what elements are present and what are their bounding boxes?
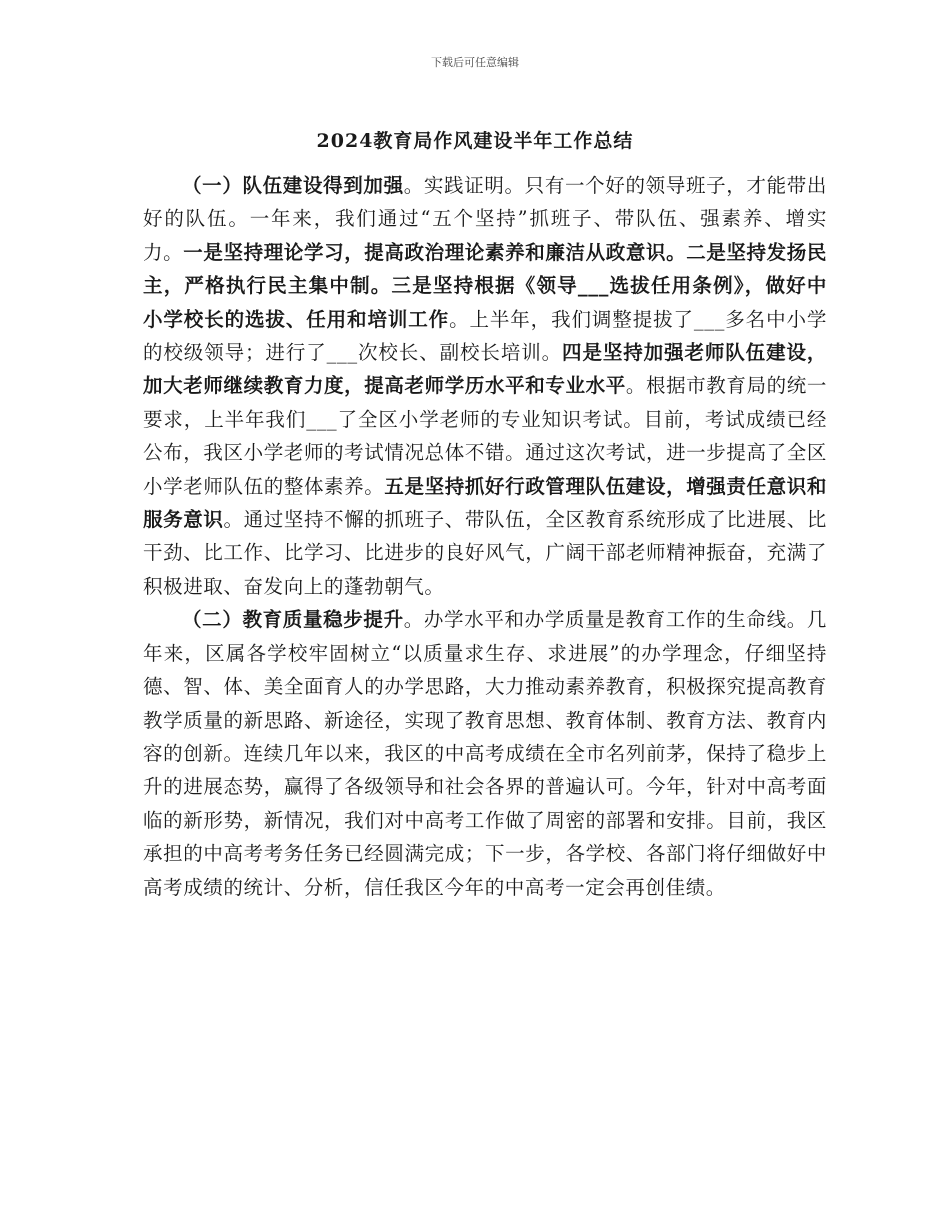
bold-point: 五是坚持抓好行政管理队伍建设，增强责任意识和服务意识: [143, 474, 827, 532]
paragraph-text: 。通过坚持不懈的抓班子、带队伍，全区教育系统形成了比进展、比干劲、比工作、比学习、比进步的良好风气，广阔干部老师精神振奋，充满了积极进取、奋发向上的蓬勃朝气。: [143, 508, 827, 598]
document-title: 2024教育局作风建设半年工作总结: [316, 130, 634, 152]
paragraph-text: 。实践证明。只有一个好的领导班子，才能带出好的队伍。一年来，我们通过“五个坚持”抓班子、带队伍、强素养、增实力。: [143, 174, 827, 264]
bold-point: 一是坚持理论学习，提高政治理论素养和廉洁从政意识。二是坚持发扬民主，严格执行民主集中制。三是坚持根据《领导___选拔任用条例》，做好中小学校长的选拔、任用和培训工作: [143, 240, 828, 331]
bold-point: 四是坚持加强老师队伍建设，加大老师继续教育力度，提高老师学历水平和专业水平: [143, 341, 827, 398]
section-heading-2: （二）教育质量稳步提升: [182, 608, 404, 632]
paragraph-text: 。上半年，我们调整提拔了___多名中小学的校级领导；进行了___次校长、副校长培训。: [143, 307, 827, 365]
section-heading-1: （一）队伍建设得到加强: [182, 174, 404, 197]
paragraph-team-building: [143, 169, 827, 603]
document-body: [143, 169, 827, 904]
header-note: 下载后可任意编辑: [431, 56, 519, 69]
paragraph-education-quality: [143, 603, 827, 904]
paragraph-text: 。根据市教育局的统一要求，上半年我们___了全区小学老师的专业知识考试。目前，考试成绩已经公布，我区小学老师的考试情况总体不错。通过这次考试，进一步提高了全区小学老师队伍的整体素养。: [143, 374, 827, 498]
paragraph-text: 。办学水平和办学质量是教育工作的生命线。几年来，区属各学校牢固树立“以质量求生存、求进展”的办学理念，仔细坚持德、智、体、美全面育人的办学思路，大力推动素养教育，积极探究提高教育教学质量的新思路、新途径，实现了教育思想、教育体制、教育方法、教育内容的创新。连续几年以来，我区的中高考成绩在全市名列前茅，保持了稳步上升的进展态势，赢得了各级领导和社会各界的普遍认可。今年，针对中高考面临的新形势，新情况，我们对中高考工作做了周密的部署和安排。目前，我区承担的中高考考务任务已经圆满完成；下一步，各学校、各部门将仔细做好中高考成绩的统计、分析，信任我区今年的中高考一定会再创佳绩。: [143, 608, 827, 899]
